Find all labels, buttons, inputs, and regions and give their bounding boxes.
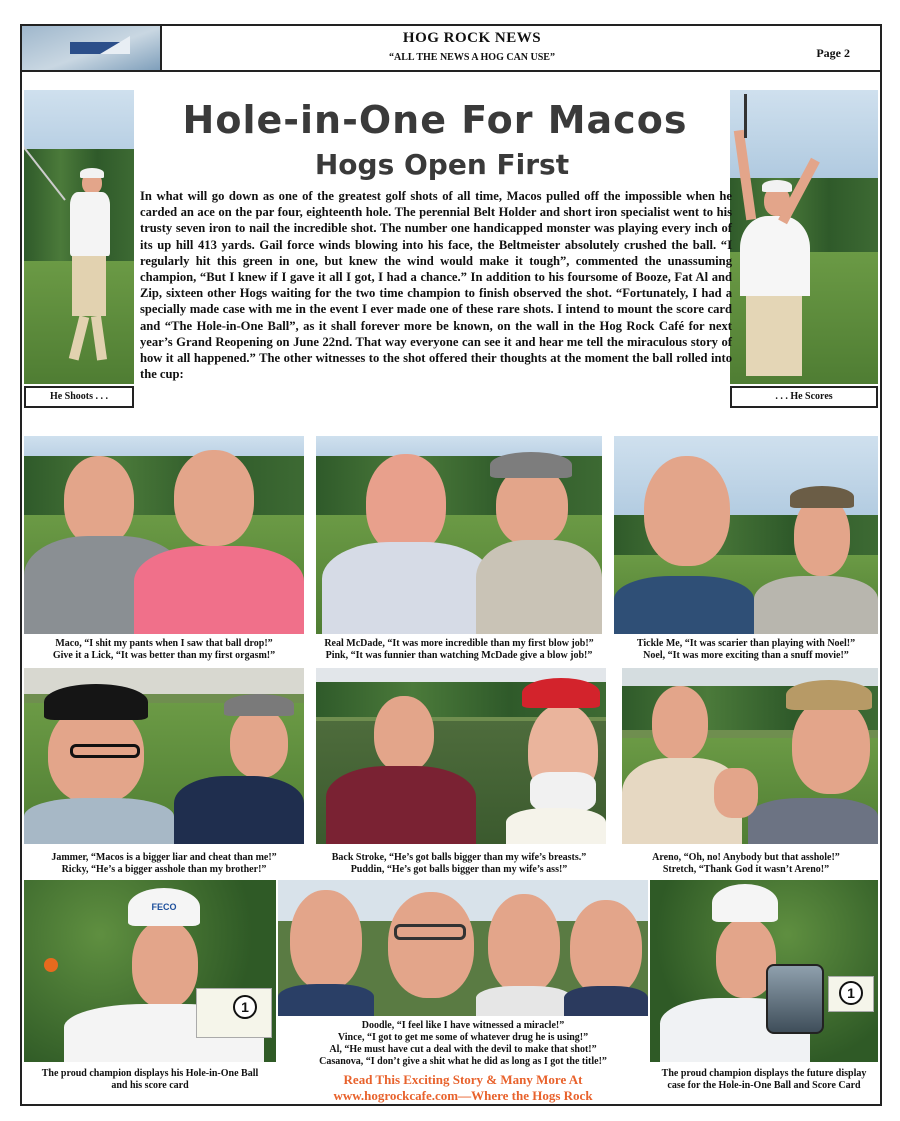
promo-website-link[interactable]: www.hogrockcafe.com—Where the Hogs Rock	[333, 1088, 593, 1103]
photo-tickle-noel	[614, 436, 878, 634]
article-headline: Hole-in-One For Macos	[182, 98, 688, 142]
cap-logo-text: FECO	[151, 902, 177, 912]
photo-champion-display-case	[650, 880, 878, 1062]
quote-caption-6: Areno, “Oh, no! Anybody but that asshole!” Stretch, “Thank God it wasn’t Areno!”	[652, 852, 840, 875]
caption-champion-case: The proud champion displays the future display case for the Hole-in-One Ball and Score Card	[661, 1068, 867, 1091]
quote-caption-2: Real McDade, “It was more incredible than my first blow job!” Pink, “It was funnier than watching McDade give a blow job!”	[324, 638, 594, 661]
photo-backstroke-puddin	[316, 668, 606, 844]
golf-ball-icon	[44, 958, 58, 972]
caption-he-scores: . . . He Scores	[730, 386, 878, 408]
score-card-2	[828, 976, 874, 1012]
article-subheadline: Hogs Open First	[314, 148, 570, 181]
hog-rock-logo	[22, 26, 162, 70]
center-quotes: Doodle, “I feel like I have witnessed a miracle!” Vince, “I got to get me some of whatever drug he is using!” Al, “He must have cut a deal with the devil to make that shot!” Casanova, “I don’t give a shit what he did as long as I got the title!”	[319, 1020, 607, 1067]
photo-jammer-ricky	[24, 668, 304, 844]
masthead	[22, 26, 880, 72]
card-number-badge: 1	[233, 995, 257, 1019]
masthead-tagline: “ALL THE NEWS A HOG CAN USE”	[389, 52, 555, 63]
photo-golfer-swing	[24, 90, 134, 384]
promo-read-more: Read This Exciting Story & Many More At www.hogrockcafe.com—Where the Hogs Rock	[278, 1072, 648, 1104]
photo-four-witnesses	[278, 880, 648, 1016]
article-body: In what will go down as one of the greatest golf shots of all time, Macos pulled off the impossible when he carded an ace on the par four, eighteenth hole. The perennial Belt Holder and short iron specialist went to his trusty seven iron to nail the incredible shot. The number one handicapped monster was playing every inch of its up hill 413 yards. Gail force winds blowing into his face, the Beltmeister absolutely crushed the ball. “I regularly hit this green in one, but knew the wind would make it tough”, commented the unassuming champion, “But I knew if I gave it all I got, I had a chance.” In addition to his foursome of Booze, Fat Al and Zip, sixteen other Hogs waiting for the two time champion to finish observed the shot. “Fortunately, I had a specially made case with me in the event I ever made one of these rare shots. I intend to mount the score card and “The Hole-in-One Ball”, as it shall forever more be known, on the wall in the Hog Rock Café for next year’s Grand Reopening on June 22nd. That way everyone can see it and hear me tell the miraculous story of how it all happened.” The other witnesses to the shot offered their thoughts at the moment the ball rolled into the cup:	[140, 189, 732, 382]
newspaper-page	[20, 24, 882, 1106]
caption-he-shoots: He Shoots . . .	[24, 386, 134, 408]
quote-caption-5: Back Stroke, “He’s got balls bigger than my wife’s breasts.” Puddin, “He’s got balls bigger than my wife’s ass!”	[331, 852, 587, 875]
score-card	[196, 988, 272, 1038]
quote-caption-3: Tickle Me, “It was scarier than playing with Noel!” Noel, “It was more exciting than a snuff movie!”	[636, 638, 856, 661]
caption-champion-ball: The proud champion displays his Hole-in-One Ball and his score card	[41, 1068, 259, 1091]
photo-mcdade-pink	[316, 436, 602, 634]
card-number-badge-2: 1	[839, 981, 863, 1005]
photo-golfer-celebrate	[730, 90, 878, 384]
page-number: Page 2	[816, 46, 850, 60]
quote-caption-1: Maco, “I shit my pants when I saw that ball drop!” Give it a Lick, “It was better than my first orgasm!”	[52, 638, 276, 661]
photo-areno-stretch	[622, 668, 878, 844]
photo-champion-ball-card	[24, 880, 276, 1062]
quote-caption-4: Jammer, “Macos is a bigger liar and cheat than me!” Ricky, “He’s a bigger asshole than my brother!”	[51, 852, 277, 875]
masthead-title: HOG ROCK NEWS	[402, 30, 542, 46]
photo-maco-lick	[24, 436, 304, 634]
